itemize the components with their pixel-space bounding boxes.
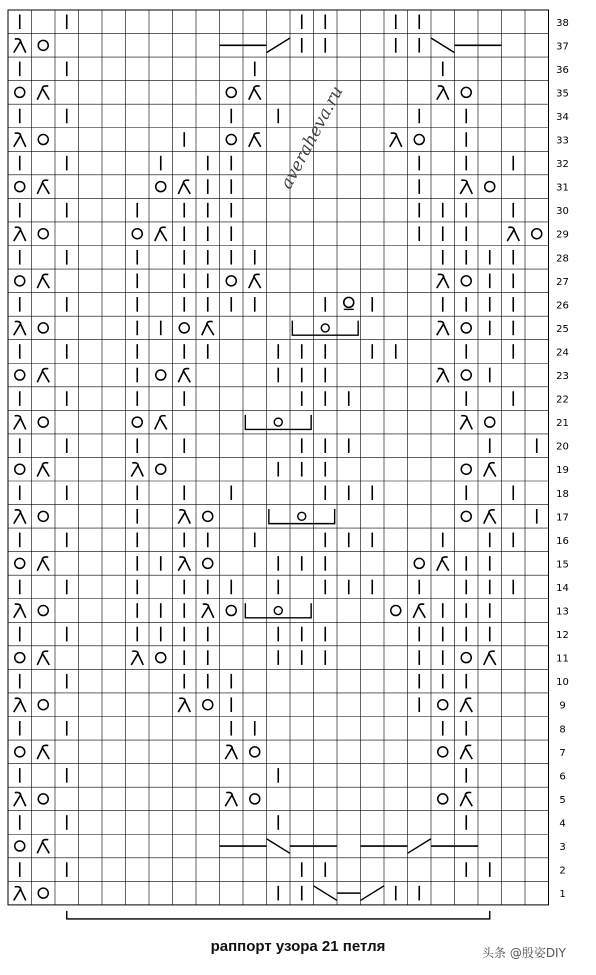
row-number-label: 16	[556, 535, 569, 547]
row-number-label: 36	[556, 64, 569, 76]
row-number-label: 8	[559, 724, 566, 736]
row-number-label: 29	[556, 229, 569, 241]
row-number-label: 24	[556, 347, 569, 359]
row-number-label: 27	[556, 276, 569, 288]
row-number-label: 18	[556, 488, 569, 500]
row-number-label: 14	[556, 582, 569, 594]
row-number-label: 15	[556, 559, 569, 571]
row-number-label: 1	[559, 889, 566, 901]
chart-caption: раппорт узора 21 петля	[210, 938, 386, 955]
row-number-label: 7	[559, 747, 566, 759]
row-number-label: 37	[556, 41, 569, 53]
row-number-label: 5	[559, 794, 566, 806]
row-number-label: 9	[559, 700, 566, 712]
row-number-label: 26	[556, 300, 569, 312]
row-number-label: 12	[556, 630, 569, 642]
source-label: 头条 @殷姿DIY	[482, 946, 566, 960]
row-number-label: 6	[559, 771, 566, 783]
row-number-label: 4	[559, 818, 566, 830]
row-number-label: 34	[556, 111, 569, 123]
row-number-label: 31	[556, 182, 569, 194]
row-number-label: 21	[556, 418, 569, 430]
row-number-label: 20	[556, 441, 569, 453]
row-number-label: 22	[556, 394, 569, 406]
row-number-label: 32	[556, 159, 569, 171]
row-number-label: 35	[556, 88, 569, 100]
row-number-label: 33	[556, 135, 569, 147]
repeat-bracket	[67, 911, 490, 919]
row-number-label: 17	[556, 512, 569, 524]
row-number-label: 25	[556, 323, 569, 335]
row-number-label: 23	[556, 371, 569, 383]
row-number-label: 2	[559, 865, 566, 877]
watermark-text: averaheva.ru	[276, 82, 348, 193]
row-number-label: 19	[556, 465, 569, 477]
row-number-label: 13	[556, 606, 569, 618]
row-number-label: 10	[556, 677, 569, 689]
row-number-label: 3	[559, 842, 566, 854]
row-number-label: 30	[556, 206, 569, 218]
row-number-label: 28	[556, 253, 569, 265]
row-number-label: 11	[556, 653, 569, 665]
row-number-label: 38	[556, 17, 569, 29]
